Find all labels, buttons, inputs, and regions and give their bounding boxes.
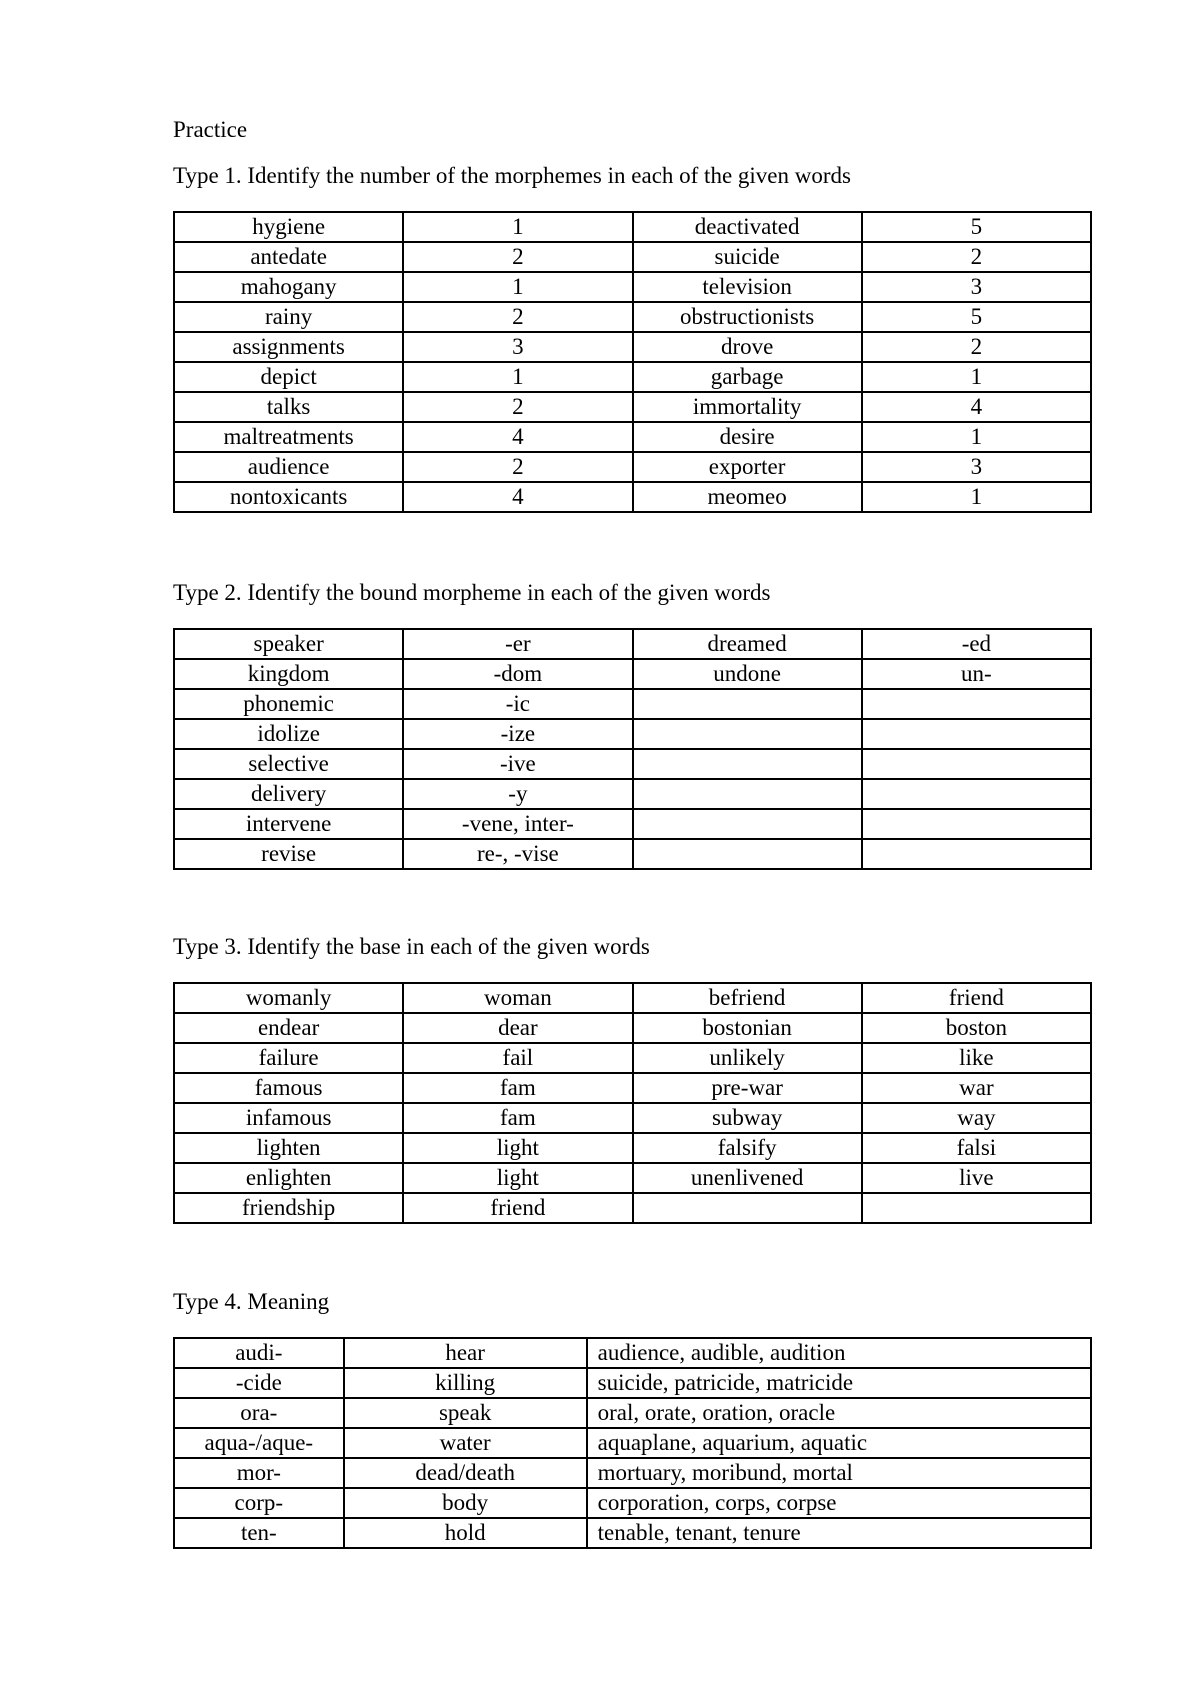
table-cell: -cide [174, 1368, 344, 1398]
table-cell: 4 [862, 392, 1091, 422]
table-cell: desire [633, 422, 862, 452]
table-cell: 4 [403, 482, 632, 512]
table-row [174, 392, 1091, 422]
table-row [174, 629, 1091, 659]
table-cell: drove [633, 332, 862, 362]
table-cell: unenlivened [633, 1163, 862, 1193]
table-row [174, 452, 1091, 482]
table-cell: talks [174, 392, 403, 422]
table-cell: 3 [862, 452, 1091, 482]
table-cell: 4 [403, 422, 632, 452]
table-cell: unlikely [633, 1043, 862, 1073]
table-cell: meomeo [633, 482, 862, 512]
table-cell: kingdom [174, 659, 403, 689]
type2-table [173, 628, 1092, 870]
table-cell: mor- [174, 1458, 344, 1488]
table-cell: endear [174, 1013, 403, 1043]
table-row [174, 1398, 1091, 1428]
table-row [174, 212, 1091, 242]
table-row [174, 1338, 1091, 1368]
type4-heading: Type 4. Meaning [173, 1289, 330, 1314]
type1-table [173, 211, 1092, 513]
table-cell [862, 719, 1091, 749]
table-row [174, 1458, 1091, 1488]
table-row [174, 1428, 1091, 1458]
table-row [174, 1368, 1091, 1398]
table-cell: fam [403, 1073, 632, 1103]
table-cell [633, 1193, 862, 1223]
table-cell: hold [344, 1518, 587, 1548]
table-row [174, 242, 1091, 272]
table-cell: enlighten [174, 1163, 403, 1193]
table-cell: way [862, 1103, 1091, 1133]
table-cell: mortuary, moribund, mortal [587, 1458, 1091, 1488]
table-cell: like [862, 1043, 1091, 1073]
type4-table [173, 1337, 1092, 1549]
table-cell: 2 [862, 242, 1091, 272]
table-cell: falsify [633, 1133, 862, 1163]
table-row [174, 1013, 1091, 1043]
table-row [174, 689, 1091, 719]
table-cell: friendship [174, 1193, 403, 1223]
table-cell: rainy [174, 302, 403, 332]
table-row [174, 362, 1091, 392]
table-cell: -ed [862, 629, 1091, 659]
table-cell: 1 [862, 362, 1091, 392]
table-cell: 1 [403, 212, 632, 242]
table-cell: infamous [174, 1103, 403, 1133]
table-cell: friend [862, 983, 1091, 1013]
table-row [174, 1043, 1091, 1073]
table-cell: 2 [862, 332, 1091, 362]
table-cell [862, 839, 1091, 869]
table-row [174, 809, 1091, 839]
table-row [174, 1133, 1091, 1163]
table-cell: speaker [174, 629, 403, 659]
table-cell: mahogany [174, 272, 403, 302]
table-row [174, 1103, 1091, 1133]
table-cell: war [862, 1073, 1091, 1103]
table-cell [633, 809, 862, 839]
table-cell: light [403, 1133, 632, 1163]
table-cell: maltreatments [174, 422, 403, 452]
table-row [174, 659, 1091, 689]
table-cell: depict [174, 362, 403, 392]
table-cell: -ive [403, 749, 632, 779]
table-cell: exporter [633, 452, 862, 482]
table-cell: -dom [403, 659, 632, 689]
table-cell: 1 [403, 272, 632, 302]
table-cell: -y [403, 779, 632, 809]
table-cell [862, 779, 1091, 809]
page-title: Practice [173, 117, 248, 142]
table-cell: audi- [174, 1338, 344, 1368]
table-row [174, 1073, 1091, 1103]
table-cell: water [344, 1428, 587, 1458]
table-cell: 5 [862, 212, 1091, 242]
table-cell [633, 749, 862, 779]
table-cell: 5 [862, 302, 1091, 332]
table-cell: television [633, 272, 862, 302]
table-cell: befriend [633, 983, 862, 1013]
table-cell: light [403, 1163, 632, 1193]
table-row [174, 272, 1091, 302]
table-cell: -er [403, 629, 632, 659]
table-cell: undone [633, 659, 862, 689]
type1-heading: Type 1. Identify the number of the morphemes in each of the given words [173, 163, 851, 188]
table-row [174, 332, 1091, 362]
table-cell: falsi [862, 1133, 1091, 1163]
table-cell: hygiene [174, 212, 403, 242]
table-cell: tenable, tenant, tenure [587, 1518, 1091, 1548]
table-cell: -ize [403, 719, 632, 749]
table-cell: famous [174, 1073, 403, 1103]
table-cell: hear [344, 1338, 587, 1368]
table-cell: corporation, corps, corpse [587, 1488, 1091, 1518]
table-row [174, 1518, 1091, 1548]
table-cell: selective [174, 749, 403, 779]
table-cell: revise [174, 839, 403, 869]
table-cell: body [344, 1488, 587, 1518]
table-row [174, 983, 1091, 1013]
table-cell: fail [403, 1043, 632, 1073]
table-cell: deactivated [633, 212, 862, 242]
type3-heading: Type 3. Identify the base in each of the given words [173, 934, 650, 959]
table-cell: pre-war [633, 1073, 862, 1103]
table-row [174, 1163, 1091, 1193]
table-cell: suicide [633, 242, 862, 272]
table-cell [862, 689, 1091, 719]
table-row [174, 719, 1091, 749]
table-cell: garbage [633, 362, 862, 392]
table-cell: boston [862, 1013, 1091, 1043]
table-cell: speak [344, 1398, 587, 1428]
table-cell: fam [403, 1103, 632, 1133]
table-row [174, 482, 1091, 512]
table-cell: corp- [174, 1488, 344, 1518]
table-row [174, 779, 1091, 809]
table-cell: -vene, inter- [403, 809, 632, 839]
table-cell: aquaplane, aquarium, aquatic [587, 1428, 1091, 1458]
table-cell: re-, -vise [403, 839, 632, 869]
table-cell: 1 [862, 422, 1091, 452]
table-cell: audience [174, 452, 403, 482]
table-cell: antedate [174, 242, 403, 272]
table-cell: friend [403, 1193, 632, 1223]
table-cell: intervene [174, 809, 403, 839]
table-cell: live [862, 1163, 1091, 1193]
table-cell: audience, audible, audition [587, 1338, 1091, 1368]
table-row [174, 839, 1091, 869]
table-cell: obstructionists [633, 302, 862, 332]
table-row [174, 302, 1091, 332]
table-cell: 1 [403, 362, 632, 392]
table-cell: ora- [174, 1398, 344, 1428]
table-cell: failure [174, 1043, 403, 1073]
table-cell: subway [633, 1103, 862, 1133]
table-cell: womanly [174, 983, 403, 1013]
table-cell [862, 749, 1091, 779]
table-cell: killing [344, 1368, 587, 1398]
table-cell: 3 [403, 332, 632, 362]
table-cell [862, 809, 1091, 839]
table-cell: oral, orate, oration, oracle [587, 1398, 1091, 1428]
table-cell: assignments [174, 332, 403, 362]
table-cell: dreamed [633, 629, 862, 659]
table-cell: phonemic [174, 689, 403, 719]
table-cell: aqua-/aque- [174, 1428, 344, 1458]
table-cell [633, 719, 862, 749]
table-cell: 3 [862, 272, 1091, 302]
table-cell [633, 779, 862, 809]
table-cell: suicide, patricide, matricide [587, 1368, 1091, 1398]
type2-heading: Type 2. Identify the bound morpheme in each of the given words [173, 580, 771, 605]
table-cell: ten- [174, 1518, 344, 1548]
table-cell: dead/death [344, 1458, 587, 1488]
table-cell [862, 1193, 1091, 1223]
table-cell: idolize [174, 719, 403, 749]
table-cell: nontoxicants [174, 482, 403, 512]
table-cell: 1 [862, 482, 1091, 512]
table-row [174, 1193, 1091, 1223]
table-cell: 2 [403, 242, 632, 272]
table-cell: bostonian [633, 1013, 862, 1043]
table-cell: un- [862, 659, 1091, 689]
table-cell [633, 839, 862, 869]
table-cell: delivery [174, 779, 403, 809]
table-row [174, 749, 1091, 779]
table-cell: 2 [403, 452, 632, 482]
table-cell: 2 [403, 302, 632, 332]
table-cell: -ic [403, 689, 632, 719]
table-cell: immortality [633, 392, 862, 422]
table-row [174, 1488, 1091, 1518]
table-row [174, 422, 1091, 452]
table-cell: 2 [403, 392, 632, 422]
table-cell: woman [403, 983, 632, 1013]
table-cell: dear [403, 1013, 632, 1043]
type3-table [173, 982, 1092, 1224]
table-cell: lighten [174, 1133, 403, 1163]
table-cell [633, 689, 862, 719]
